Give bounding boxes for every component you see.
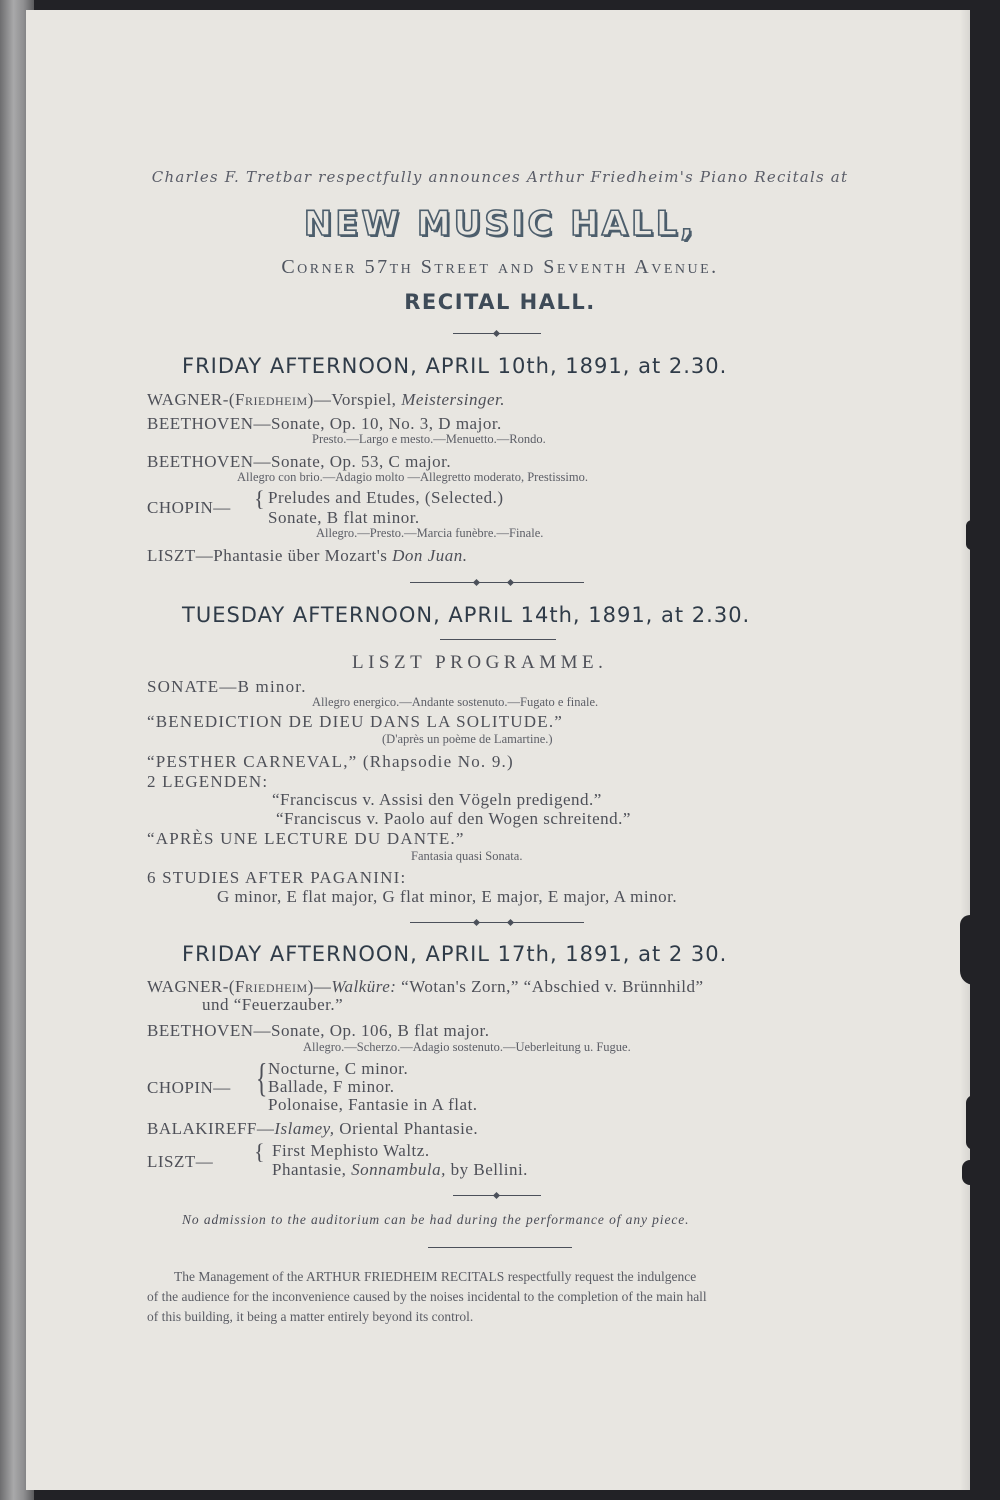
recital2-pesther: “PESTHER CARNEVAL,” (Rhapsodie No. 9.) bbox=[147, 752, 514, 771]
announcement-line: Charles F. Tretbar respectfully announces Arthur Friedheim's Piano Recitals at bbox=[151, 168, 849, 186]
torn-edge bbox=[962, 1160, 978, 1185]
recital1-wagner: WAGNER-(Friedheim)—Vorspiel, Meistersinger. bbox=[147, 390, 505, 409]
recital1-chopin-sonate: Sonate, B flat minor. bbox=[268, 508, 420, 527]
recital1-chopin-preludes: Preludes and Etudes, (Selected.) bbox=[268, 488, 504, 507]
recital2-legende-paolo: “Franciscus v. Paolo auf den Wogen schreitend.” bbox=[276, 809, 631, 828]
brace: { bbox=[254, 1139, 265, 1164]
recital2-apres: “APRÈS UNE LECTURE DU DANTE.” bbox=[147, 829, 465, 848]
recital3-chopin-ballade: Ballade, F minor. bbox=[268, 1077, 395, 1096]
recital2-benediction: “BENEDICTION DE DIEU DANS LA SOLITUDE.” bbox=[147, 712, 564, 731]
recital1-beethoven-op53-movements: Allegro con brio.—Adagio molto —Allegretto moderato, Prestissimo. bbox=[237, 470, 588, 484]
recital1-chopin-movements: Allegro.—Presto.—Marcia funèbre.—Finale. bbox=[316, 526, 544, 540]
management-notice-line2: of the audience for the inconvenience caused by the noises incidental to the completion of the main hall bbox=[147, 1289, 707, 1304]
recital3-balakireff: BALAKIREFF—Islamey, Oriental Phantasie. bbox=[147, 1119, 479, 1138]
recital3-wagner-feuerzauber: und “Feuerzauber.” bbox=[202, 995, 344, 1014]
recital2-studies-keys: G minor, E flat major, G flat minor, E major, E major, A minor. bbox=[217, 887, 678, 906]
torn-edge bbox=[966, 520, 978, 550]
ornament-rule bbox=[410, 922, 584, 923]
recital3-wagner: WAGNER-(Friedheim)—Walküre: “Wotan's Zorn,” “Abschied v. Brünnhild” bbox=[147, 977, 704, 996]
recital2-legende-assisi: “Franciscus v. Assisi den Vögeln predigend.” bbox=[272, 790, 602, 809]
ornament-rule bbox=[410, 582, 584, 583]
recital3-beethoven-movements: Allegro.—Scherzo.—Adagio sostenuto.—Ueberleitung u. Fugue. bbox=[303, 1040, 631, 1054]
torn-edge bbox=[966, 1095, 978, 1150]
recital2-benediction-note: (D'après un poème de Lamartine.) bbox=[382, 732, 553, 746]
recital2-legenden: 2 LEGENDEN: bbox=[147, 772, 269, 791]
recital3-beethoven: BEETHOVEN—Sonate, Op. 106, B flat major. bbox=[147, 1021, 490, 1040]
management-notice-line3: of this building, it being a matter entirely beyond its control. bbox=[147, 1309, 474, 1324]
brace: { bbox=[254, 486, 265, 511]
recital1-beethoven-op10: BEETHOVEN—Sonate, Op. 10, No. 3, D major. bbox=[147, 414, 502, 433]
recital3-liszt-composer: LISZT— bbox=[147, 1152, 214, 1171]
hall-address: Corner 57th Street and Seventh Avenue. bbox=[281, 256, 719, 278]
recital2-sonate-movements: Allegro energico.—Andante sostenuto.—Fugato e finale. bbox=[312, 695, 599, 709]
recital3-liszt-mephisto: First Mephisto Waltz. bbox=[272, 1141, 430, 1160]
recital1-chopin-composer: CHOPIN— bbox=[147, 498, 231, 517]
torn-edge bbox=[960, 915, 978, 985]
recital3-chopin-composer: CHOPIN— bbox=[147, 1078, 231, 1097]
recital3-chopin-nocturne: Nocturne, C minor. bbox=[268, 1059, 409, 1078]
hall-name: NEW MUSIC HALL, bbox=[303, 204, 697, 244]
recital2-sonate: SONATE—B minor. bbox=[147, 677, 307, 696]
recital2-studies: 6 STUDIES AFTER PAGANINI: bbox=[147, 868, 407, 887]
room-name: RECITAL HALL. bbox=[404, 290, 596, 314]
recital1-liszt: LISZT—Phantasie über Mozart's Don Juan. bbox=[147, 546, 468, 565]
ornament-rule bbox=[428, 1247, 572, 1248]
recital1-beethoven-op10-movements: Presto.—Largo e mesto.—Menuetto.—Rondo. bbox=[312, 432, 546, 446]
brace: { bbox=[255, 1055, 268, 1100]
management-notice-line1: The Management of the ARTHUR FRIEDHEIM RECITALS respectfully request the indulgence bbox=[174, 1269, 697, 1284]
recital3-heading: FRIDAY AFTERNOON, APRIL 17th, 1891, at 2 30. bbox=[182, 942, 728, 966]
recital3-chopin-polonaise: Polonaise, Fantasie in A flat. bbox=[268, 1095, 478, 1114]
recital3-liszt-sonnambula: Phantasie, Sonnambula, by Bellini. bbox=[272, 1160, 528, 1179]
liszt-programme-title: LISZT PROGRAMME. bbox=[352, 652, 608, 673]
recital2-heading: TUESDAY AFTERNOON, APRIL 14th, 1891, at 2.30. bbox=[182, 603, 751, 627]
recital1-heading: FRIDAY AFTERNOON, APRIL 10th, 1891, at 2.30. bbox=[182, 354, 728, 378]
recital1-beethoven-op53: BEETHOVEN—Sonate, Op. 53, C major. bbox=[147, 452, 452, 471]
ornament-rule bbox=[440, 639, 556, 640]
recital2-apres-note: Fantasia quasi Sonata. bbox=[411, 849, 523, 863]
admission-notice: No admission to the auditorium can be had during the performance of any piece. bbox=[182, 1212, 690, 1227]
